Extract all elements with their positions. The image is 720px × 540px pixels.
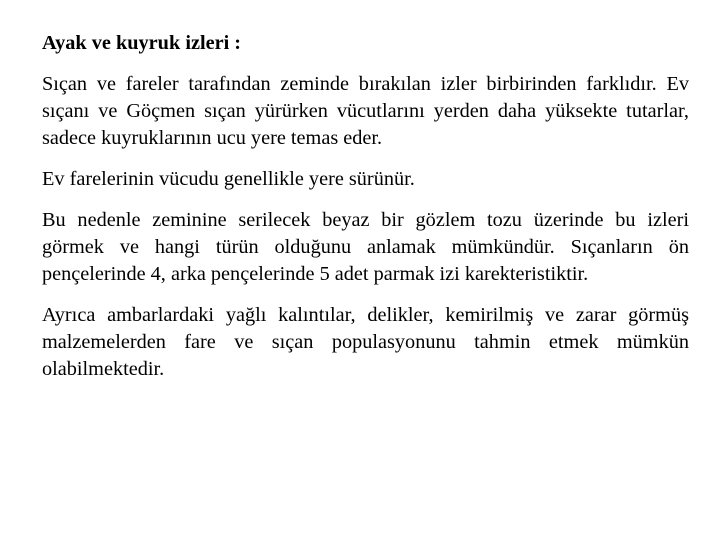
paragraph-tracking-powder: Bu nedenle zeminine serilecek beyaz bir gözlem tozu üzerinde bu izleri görmek ve hangi türün olduğunu anlamak mümkündür. Sıçanların ön pençelerinde 4, arka pençelerinde 5 adet parmak izi karekteristiktir. bbox=[42, 209, 689, 285]
section-heading: Ayak ve kuyruk izleri : bbox=[42, 32, 242, 54]
paragraph-population-estimate: Ayrıca ambarlardaki yağlı kalıntılar, delikler, kemirilmiş ve zarar görmüş malzemelerden fare ve sıçan populasyonunu tahmin etmek mümkün olabilmektedir. bbox=[42, 304, 689, 380]
paragraph-tracks-difference: Sıçan ve fareler tarafından zeminde bırakılan izler birbirinden farklıdır. Ev sıçanı ve Göçmen sıçan yürürken vücutlarını yerden daha yüksekte tutarlar, sadece kuyruklarının ucu yere temas eder. bbox=[42, 73, 689, 149]
slide-content bbox=[42, 30, 689, 397]
paragraph-house-mouse: Ev farelerinin vücudu genellikle yere sürünür. bbox=[42, 168, 415, 190]
